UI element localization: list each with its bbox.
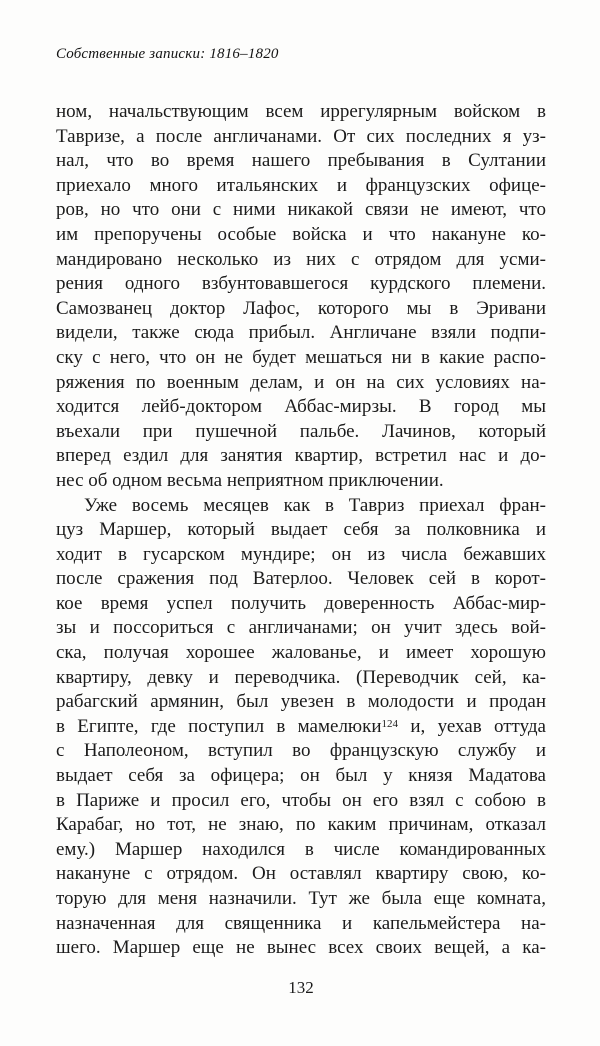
text-line: цуз Маршер, который выдает себя за полковника и: [56, 519, 546, 541]
text-line: ряжения по военным делам, и он на сих условиях на-: [56, 371, 546, 393]
text-line: рабагский армянин, был увезен в молодости и продан: [56, 691, 546, 713]
text-line: кое время успел получить доверенность Аббас-мир-: [56, 592, 546, 614]
text-line: вперед ездил для занятия квартир, встретил нас и до-: [56, 445, 546, 467]
text-line: шего. Маршер еще не вынес всех своих вещей, а ка-: [56, 937, 546, 959]
text-line: им препоручены особые войска и что накануне ко-: [56, 223, 546, 245]
text-line: въехали при пушечной пальбе. Лачинов, который: [56, 420, 546, 442]
text-line: ска, получая хорошее жалованье, и имеет хорошую: [56, 642, 546, 664]
text-line: ску с него, что он не будет мешаться ни в какие распо-: [56, 346, 546, 368]
text-line: нес об одном весьма неприятном приключении.: [56, 469, 444, 491]
text-line: Уже восемь месяцев как в Тавриз приехал фран-: [84, 494, 546, 516]
footnote-ref: 124: [381, 717, 399, 730]
text-line: мандировано несколько из них с отрядом для усми-: [56, 248, 546, 270]
text-line: выдает себя за офицера; он был у князя Мадатова: [56, 765, 546, 787]
text-line: ему.) Маршер находился в числе командированных: [56, 838, 546, 860]
text-line: нал, что во время нашего пребывания в Султании: [56, 150, 546, 172]
text-line: зы и поссориться с англичанами; он учит здесь вой-: [56, 617, 546, 639]
text-line: Тавризе, а после англичанами. От сих последних я уз-: [56, 125, 546, 147]
text-line: видели, также сюда прибыл. Англичане взяли подпи-: [56, 322, 546, 344]
text-line: квартиру, девку и переводчика. (Переводчик сей, ка-: [56, 666, 546, 688]
text-line: после сражения под Ватерлоо. Человек сей в корот-: [56, 568, 546, 590]
text-line: ном, начальствующим всем иррегулярным войском в: [56, 101, 546, 122]
text-line: в Египте, где поступил в мамелюки$^{124}$ и, уехав оттуда: [56, 715, 546, 737]
text-line: назначенная для священника и капельмейстера на-: [56, 912, 546, 934]
text-line: ходит в гусарском мундире; он из числа бежавших: [56, 543, 546, 565]
text-line: ходится лейб-доктором Аббас-мирзы. В город мы: [56, 396, 546, 418]
text-line: с Наполеоном, вступил во французскую службу и: [56, 740, 546, 762]
text-line: Самозванец доктор Лафос, которого мы в Эривани: [56, 297, 546, 319]
text-line: рения одного взбунтовавшегося курдского племени.: [56, 273, 546, 295]
text-line: Карабаг, но тот, не знаю, по каким причинам, отказал: [56, 814, 546, 836]
text-line: в Париже и просил его, чтобы он его взял с собою в: [56, 789, 546, 811]
page-number: 132: [288, 977, 314, 997]
text-line: приехало много итальянских и французских офице-: [56, 174, 546, 196]
page-body: [56, 100, 546, 961]
text-line: торую для меня назначили. Тут же была еще комната,: [56, 888, 546, 909]
running-header: Собственные записки: 1816–1820: [56, 46, 279, 62]
text-line: накануне с отрядом. Он оставлял квартиру свою, ко-: [56, 863, 546, 885]
text-line: ров, но что они с ними никакой связи не имеют, что: [56, 199, 546, 221]
